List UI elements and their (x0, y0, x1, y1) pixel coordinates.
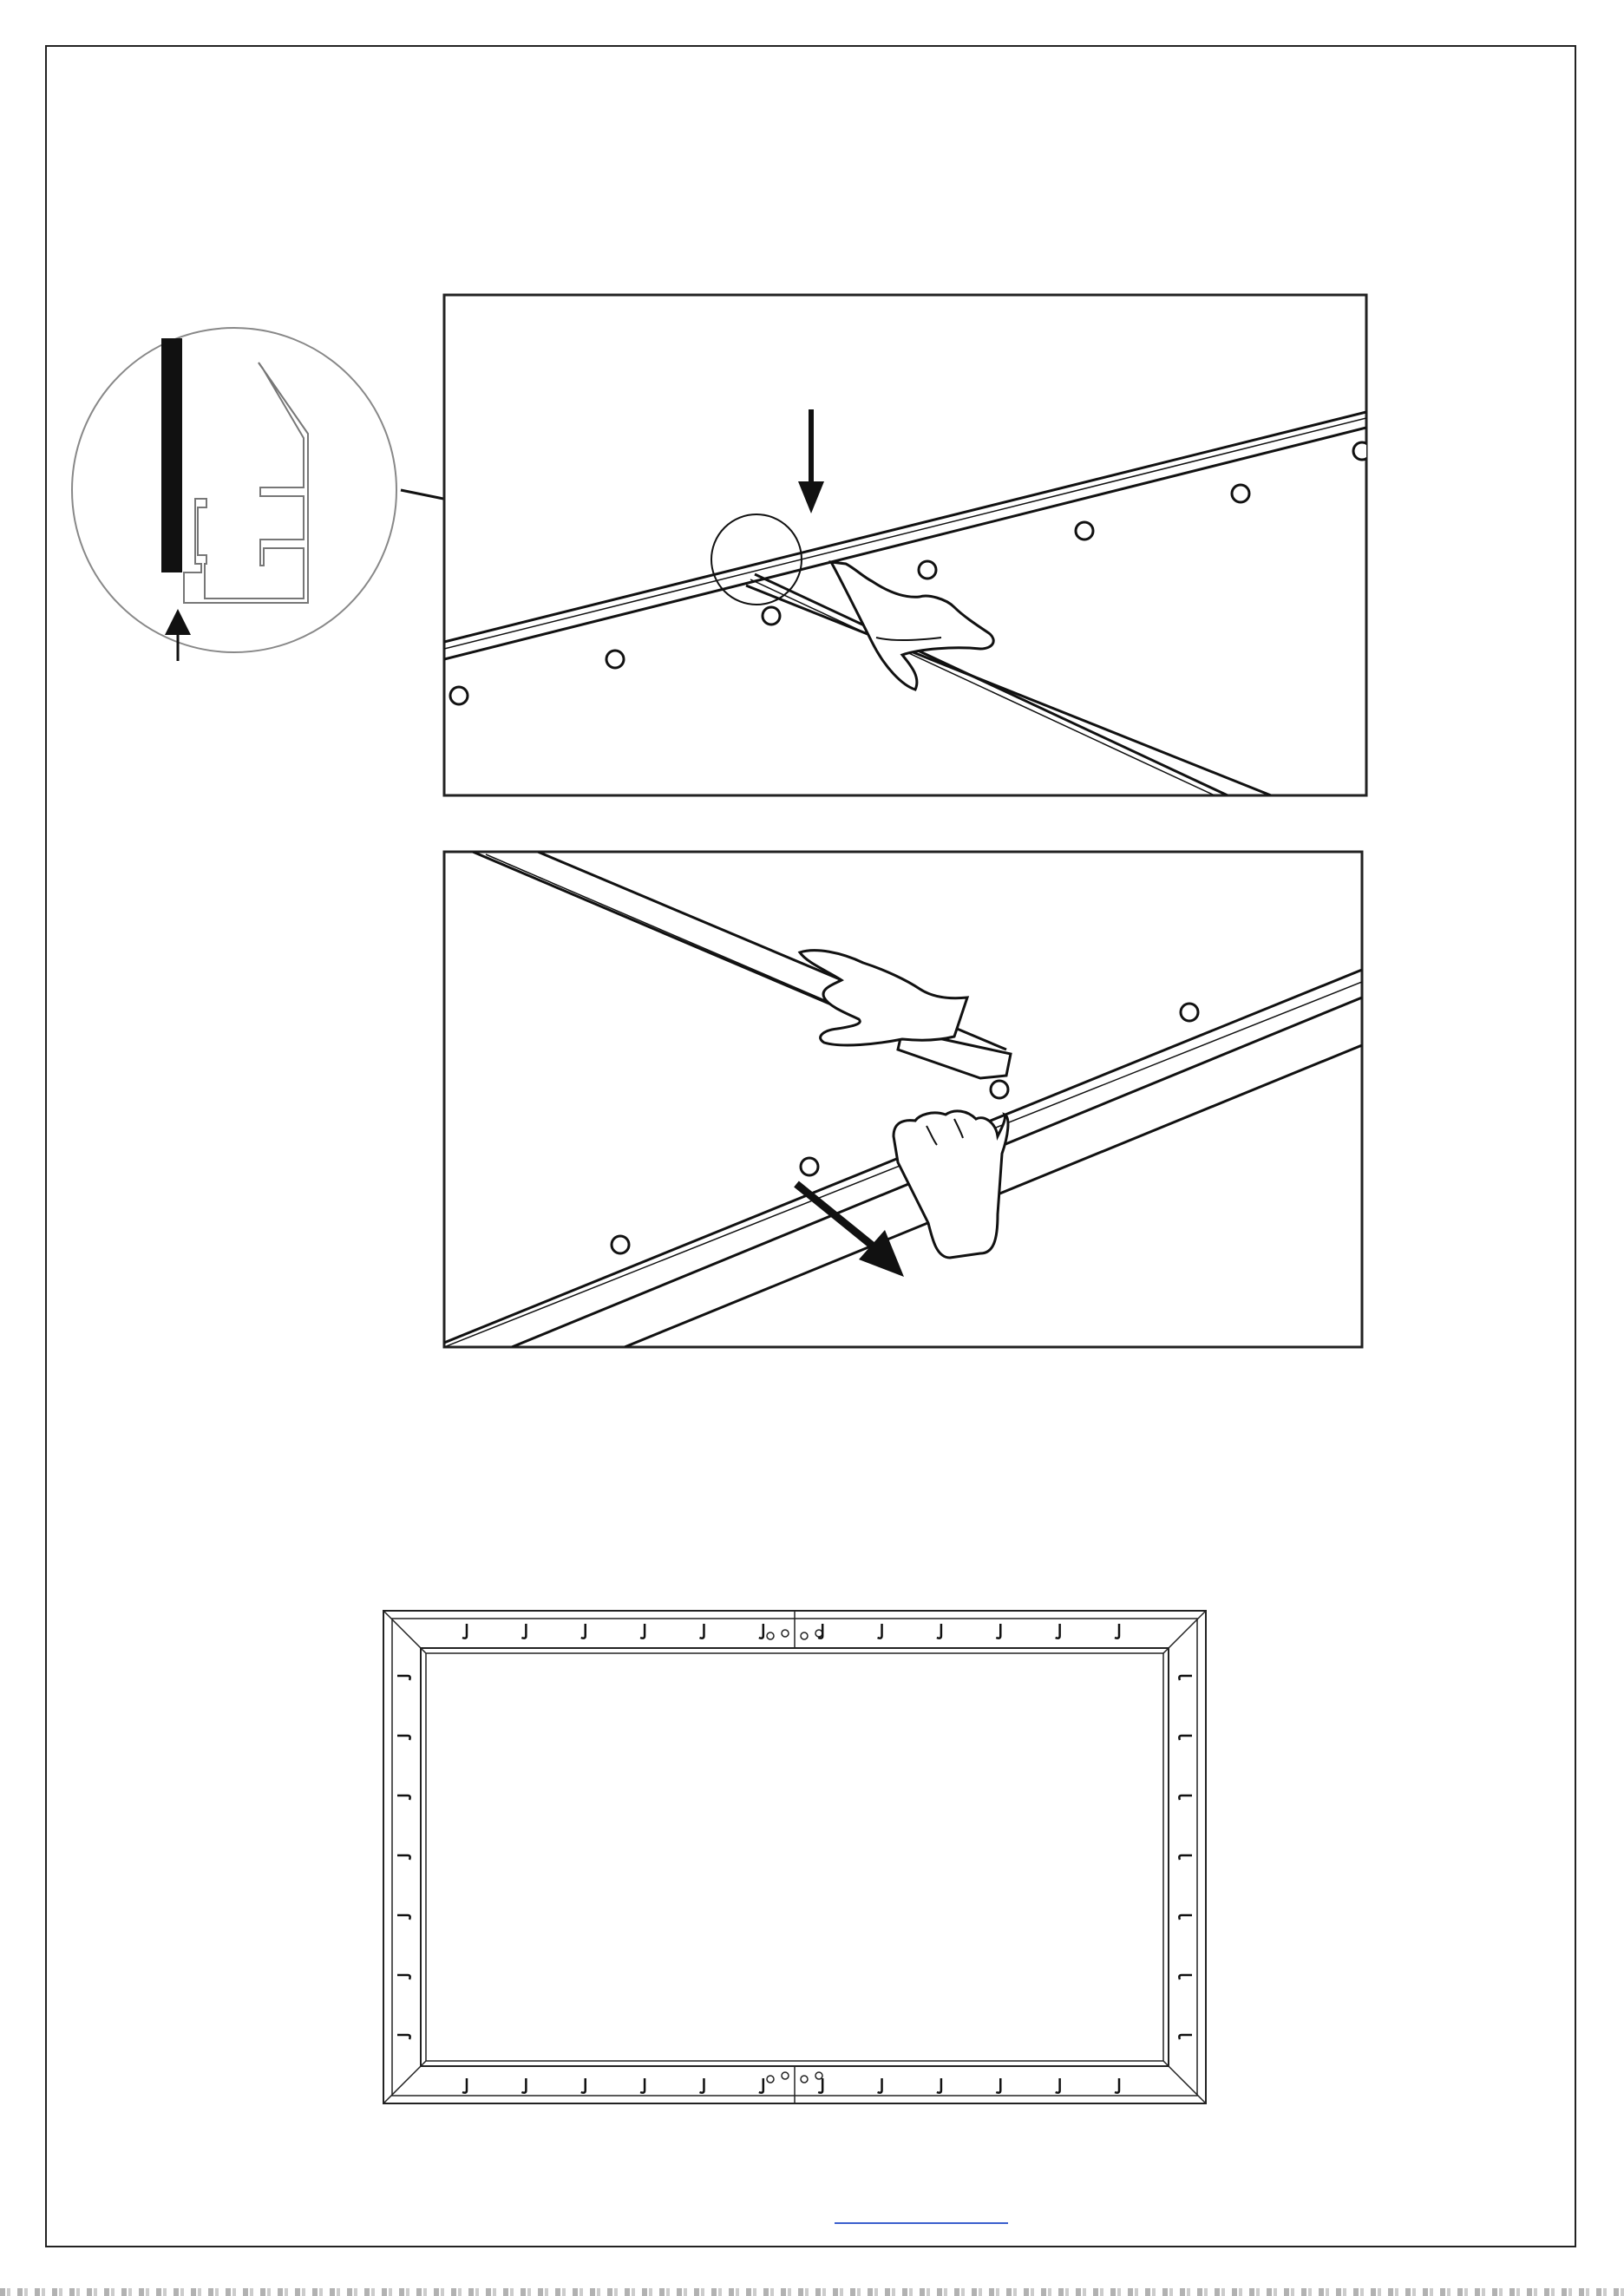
hole (1076, 522, 1093, 540)
hole (801, 1158, 818, 1175)
hole (606, 651, 624, 668)
screen-edge (161, 338, 182, 572)
hole (612, 1236, 629, 1253)
hole (450, 687, 468, 704)
scan-edge (0, 2288, 1624, 2296)
frame-overview (383, 1611, 1206, 2103)
hole (763, 607, 780, 625)
hole (1353, 442, 1371, 460)
hole (919, 561, 936, 579)
hole (1232, 485, 1249, 502)
hole (991, 1081, 1008, 1098)
panel-pull-strip (444, 852, 1362, 1347)
footer-link[interactable] (835, 2214, 1008, 2224)
panel-insert-strip (444, 295, 1371, 795)
hole (1181, 1004, 1198, 1021)
